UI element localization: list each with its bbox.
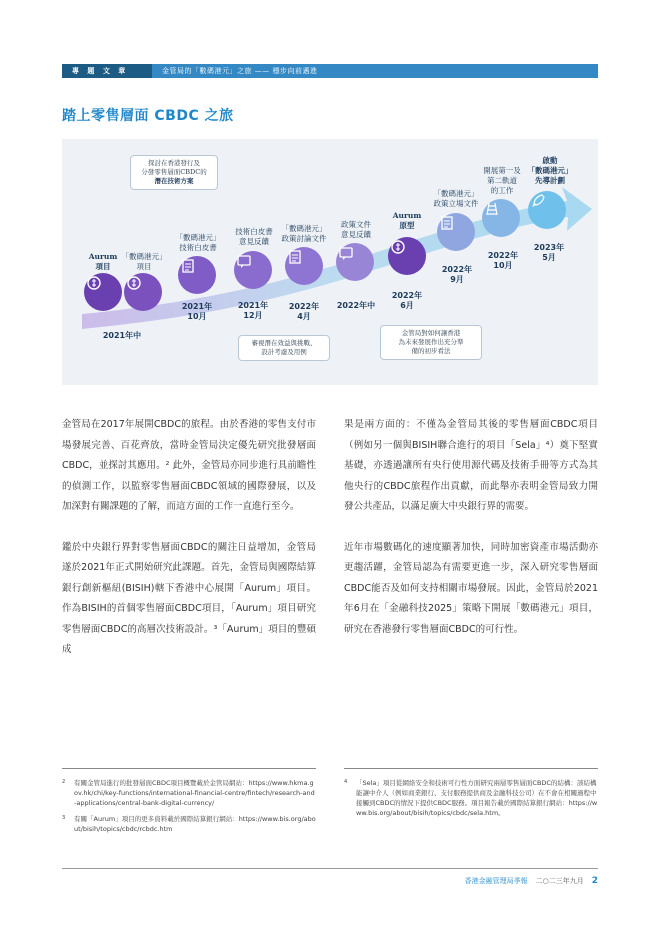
footnote-number: 4 bbox=[344, 779, 348, 785]
body-paragraph: 鑑於中央銀行界對零售層面CBDC的關注日益增加，金管局遂於2021年正式開始研究此課題。首先，金管局與國際結算銀行創新樞紐(BISIH)轄下香港中心展開「Aurum」項目。作為BISIH的首個零售層面CBDC項目，「Aurum」項目研究零售層面CBDC的高層次技術設計。³「Aurum」項目的豐碩成 bbox=[62, 541, 316, 655]
timeline-date-policy-feedback: 2022年中 bbox=[336, 301, 376, 310]
coin-icon bbox=[388, 237, 408, 257]
footnote-text: 有關金管局進行的批發層面CBDC項目概覽載於金管局網站：https://www.hkma.gov.hk/chi/key-functions/international-financial-centre/fintech/research-and-applications/central-bank-digital-currency/ bbox=[74, 779, 315, 807]
timeline-label-whitepaper-feedback: 技術白皮書 意見反饋 bbox=[235, 227, 273, 246]
footnote-number: 2 bbox=[62, 779, 66, 785]
timeline-date-aurum-prototype: 2022年 6月 bbox=[391, 291, 423, 310]
timeline-label-aurum: Aurum 項目 bbox=[88, 252, 118, 271]
timeline-date-aurum: 2021年中 bbox=[102, 331, 142, 340]
timeline-label-policy-feedback: 政策文件 意見反饋 bbox=[341, 220, 371, 239]
timeline-node-whitepaper-feedback bbox=[234, 251, 272, 289]
timeline-callout-top-bold: 潛在技術方案 bbox=[154, 177, 194, 185]
body-paragraph: 果是兩方面的：不僅為金管局其後的零售層面CBDC項目（例如另一個與BISIH聯合進行的項目「Sela」⁴）奠下堅實基礎，亦透過讓所有央行使用源代碼及技術手冊等方式為其他央行的CBDC旅程作出貢獻，而此舉亦表明金管局致力開發公共產品，以滿足廣大中央銀行界的需要。 bbox=[344, 419, 598, 512]
timeline-node-policy-stance bbox=[437, 213, 475, 251]
body-column-right bbox=[344, 415, 598, 660]
timeline-label-policy-discussion: 「數碼港元」 政策討論文件 bbox=[281, 224, 327, 243]
coin-icon bbox=[84, 273, 104, 293]
timeline-label-aurum-prototype: Aurum 原型 bbox=[392, 211, 422, 230]
timeline-date-policy-discussion: 2022年 4月 bbox=[288, 302, 320, 321]
cbdc-timeline-panel bbox=[62, 139, 598, 385]
footnote-item bbox=[344, 778, 598, 818]
body-paragraph: 金管局在2017年展開CBDC的旅程。由於香港的零售支付市場發展完善、百花齊放，當時金管局決定優先研究批發層面CBDC，並探討其應用。² 此外，金管局亦同步進行具前瞻性的偵測工作，以監察零售層面CBDC領域的國際發展，以及加深對有關課題的了解，而這方面的工作一直進行至今。 bbox=[62, 419, 316, 512]
section-title: 踏上零售層面 CBDC 之旅 bbox=[62, 108, 234, 124]
timeline-callout-top-text: 探討在香港發行及 分發零售層面CBDC的 bbox=[141, 159, 207, 176]
timeline-node-aurum-prototype bbox=[388, 237, 426, 275]
article-header-band bbox=[62, 64, 598, 78]
timeline-node-whitepaper bbox=[178, 256, 216, 294]
feedback-icon bbox=[336, 243, 356, 263]
footer-rule bbox=[62, 868, 598, 869]
timeline-callout-top bbox=[130, 155, 218, 190]
rocket-icon bbox=[528, 191, 548, 211]
article-running-title: 金管局的「數碼港元」之旅 —— 穩步向前邁進 bbox=[152, 64, 598, 78]
footnote-item bbox=[62, 814, 316, 834]
timeline-node-policy-feedback bbox=[336, 243, 374, 281]
footnote-rule-left bbox=[62, 768, 316, 769]
timeline-label-rails: 開展第一及 第二軌道 的工作 bbox=[483, 166, 521, 195]
footer-date: 二○二三年九月 bbox=[535, 877, 584, 885]
footnote-rule-right bbox=[344, 768, 598, 769]
footnote-number: 3 bbox=[62, 815, 66, 821]
document-icon bbox=[285, 247, 305, 267]
page-footer bbox=[465, 876, 598, 886]
timeline-node-policy-discussion bbox=[285, 247, 323, 285]
timeline-label-e-hkd: 「數碼港元」 項目 bbox=[121, 252, 167, 271]
timeline-date-whitepaper: 2021年 10月 bbox=[181, 302, 213, 321]
page-number: 2 bbox=[591, 876, 598, 886]
article-category-tag: 專 題 文 章 bbox=[62, 64, 152, 78]
footnote-item bbox=[62, 778, 316, 808]
coin-icon bbox=[124, 273, 144, 293]
footnotes-right bbox=[344, 778, 598, 824]
footnote-text: 有關「Aurum」項目的更多資料載於國際結算銀行網站：https://www.bis.org/about/bisih/topics/cbdc/rcbdc.htm bbox=[74, 815, 316, 833]
timeline-date-whitepaper-feedback: 2021年 12月 bbox=[237, 301, 269, 320]
timeline-label-policy-stance: 「數碼港元」 政策立場文件 bbox=[433, 189, 479, 208]
footer-publication: 香港金融管理局季報 bbox=[464, 877, 528, 885]
body-column-left bbox=[62, 415, 316, 681]
timeline-node-rails bbox=[482, 199, 520, 237]
timeline-date-rails: 2022年 10月 bbox=[487, 251, 519, 270]
timeline-node-e-hkd bbox=[124, 273, 162, 311]
timeline-node-aurum bbox=[84, 273, 122, 311]
timeline-date-policy-stance: 2022年 9月 bbox=[441, 265, 473, 284]
footnotes-left bbox=[62, 778, 316, 840]
timeline-label-whitepaper: 「數碼港元」 技術白皮書 bbox=[175, 233, 221, 252]
feedback-icon bbox=[234, 251, 254, 271]
timeline-callout-bottom-left: 審視潛在效益與挑戰、 設計考慮及用例 bbox=[238, 335, 330, 361]
timeline-node-pilot bbox=[528, 191, 566, 229]
timeline-label-pilot: 啟動 「數碼港元」 先導計劃 bbox=[527, 156, 573, 185]
footnote-text: 「Sela」項目從網絡安全和技術可行性方面研究兩層零售層面CBDC的結構：該結構能讓中介人（例如商業銀行、支付服務提供商及金融科技公司）在不會在相關過程中接觸到CBDC的情況下提供CBDC服務。項目報告載於國際結算銀行網站：https://www.bis.org/about/bisih/topics/cbdc/sela.htm。 bbox=[356, 779, 598, 817]
timeline-date-pilot: 2023年 5月 bbox=[533, 243, 565, 262]
body-paragraph: 近年市場數碼化的速度顯著加快，同時加密資產市場活動亦更趨活躍，金管局認為有需要更進一步，深入研究零售層面CBDC能否及如何支持相關市場發展。因此，金管局於2021年6月在「金融科技2025」策略下開展「數碼港元」項目，研究在香港發行零售層面CBDC的可行性。 bbox=[344, 541, 598, 635]
timeline-callout-bottom-right: 金管局對如何讓香港 為未來發展作出充分準 備的初步看法 bbox=[380, 325, 482, 360]
document-icon bbox=[437, 213, 457, 233]
document-icon bbox=[178, 256, 198, 276]
